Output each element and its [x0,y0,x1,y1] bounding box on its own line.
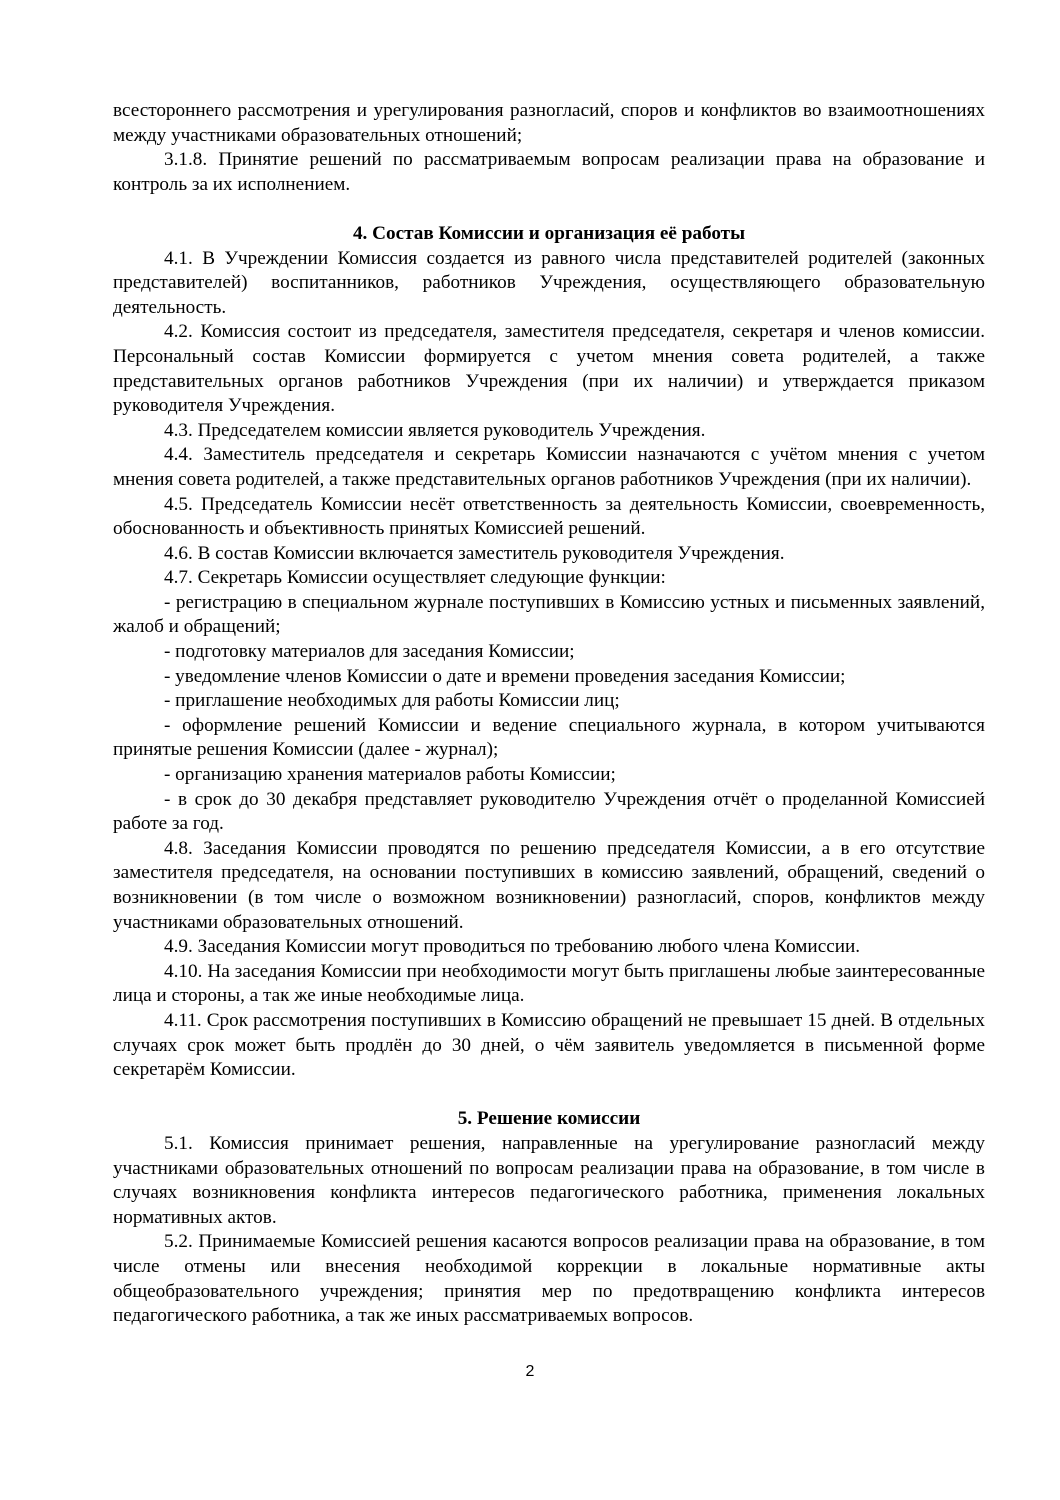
paragraph-4-3: 4.3. Председателем комиссии является руководитель Учреждения. [164,419,706,441]
list-item-notification: - уведомление членов Комиссии о дате и времени проведения заседания Комиссии; [164,665,846,687]
paragraph-4-7: 4.7. Секретарь Комиссии осуществляет следующие функции: [164,567,666,589]
list-item-registration: - регистрацию в специальном журнале поступивших в Комиссию устных и письменных заявлений, жалоб и обращений; [113,591,985,638]
list-item-annual-report: - в срок до 30 декабря представляет руководителю Учреждения отчёт о проделанной Комиссией работе за год. [113,788,985,835]
document-page [113,99,985,1329]
paragraph-5-1: 5.1. Комиссия принимает решения, направленные на урегулирование разногласий между участниками образовательных отношений по вопросам реализации права на образование, в том числе в случаях возникновения конфликта интересов педагогического работника, применения локальных нормативных актов. [113,1132,985,1228]
paragraph-4-11: 4.11. Срок рассмотрения поступивших в Комиссию обращений не превышает 15 дней. В отдельных случаях срок может быть продлён до 30 дней, о чём заявитель уведомляется в письменной форме секретарём Комиссии. [113,1009,985,1081]
paragraph-3-1-8: 3.1.8. Принятие решений по рассматриваемым вопросам реализации права на образование и контроль за их исполнением. [113,149,985,195]
paragraph-4-9: 4.9. Заседания Комиссии могут проводиться по требованию любого члена Комиссии. [164,936,861,958]
list-item-invitation: - приглашение необходимых для работы Комиссии лиц; [164,690,620,712]
paragraph-4-10: 4.10. На заседания Комиссии при необходимости могут быть приглашены любые заинтересованные лица и стороны, а так же иные необходимые лица. [113,960,985,1007]
paragraph-4-8: 4.8. Заседания Комиссии проводятся по решению председателя Комиссии, а в его отсутствие заместителя председателя, на основании поступивших в комиссию заявлений, обращений, сведений о возникновении (в том числе о возможном возникновении) разногласий, споров, конфликтов между участниками образовательных отношений. [113,837,985,933]
section-4-heading: 4. Состав Комиссии и организация её работы [352,222,746,244]
paragraph-4-5: 4.5. Председатель Комиссии несёт ответственность за деятельность Комиссии, своевременность, обоснованность и объективность принятых Комиссией решений. [113,493,985,540]
page-number: 2 [525,1363,535,1380]
paragraph-4-6: 4.6. В состав Комиссии включается заместитель руководителя Учреждения. [164,542,785,564]
list-item-decisions-journal: - оформление решений Комиссии и ведение специального журнала, в котором учитываются принятые решения Комиссии (далее - журнал); [113,714,985,761]
paragraph-5-2: 5.2. Принимаемые Комиссией решения касаются вопросов реализации права на образование, в том числе отмены или внесения необходимой коррекции в локальные нормативные акты общеобразовательного учреждения; принятия мер по предотвращению конфликта интересов педагогического работника, а так же иных рассматриваемых вопросов. [113,1231,985,1327]
continuation-paragraph: всестороннего рассмотрения и урегулирования разногласий, споров и конфликтов во взаимоотношениях между участниками образовательных отношений; [113,100,985,146]
list-item-storage: - организацию хранения материалов работы Комиссии; [164,764,616,786]
section-5-heading: 5. Решение комиссии [457,1108,641,1130]
list-item-materials: - подготовку материалов для заседания Комиссии; [164,641,575,663]
paragraph-4-2: 4.2. Комиссия состоит из председателя, заместителя председателя, секретаря и членов комиссии. Персональный состав Комиссии формируется с учетом мнения совета родителей, а также представительных органов работников Учреждения (при их наличии) и утверждается приказом руководителя Учреждения. [113,321,985,417]
paragraph-4-1: 4.1. В Учреждении Комиссия создается из равного числа представителей родителей (законных представителей) воспитанников, работников Учреждения, осуществляющего образовательную деятельность. [113,247,985,318]
paragraph-4-4: 4.4. Заместитель председателя и секретарь Комиссии назначаются с учётом мнения с учетом мнения совета родителей, а также представительных органов работников Учреждения (при их наличии). [113,444,985,490]
